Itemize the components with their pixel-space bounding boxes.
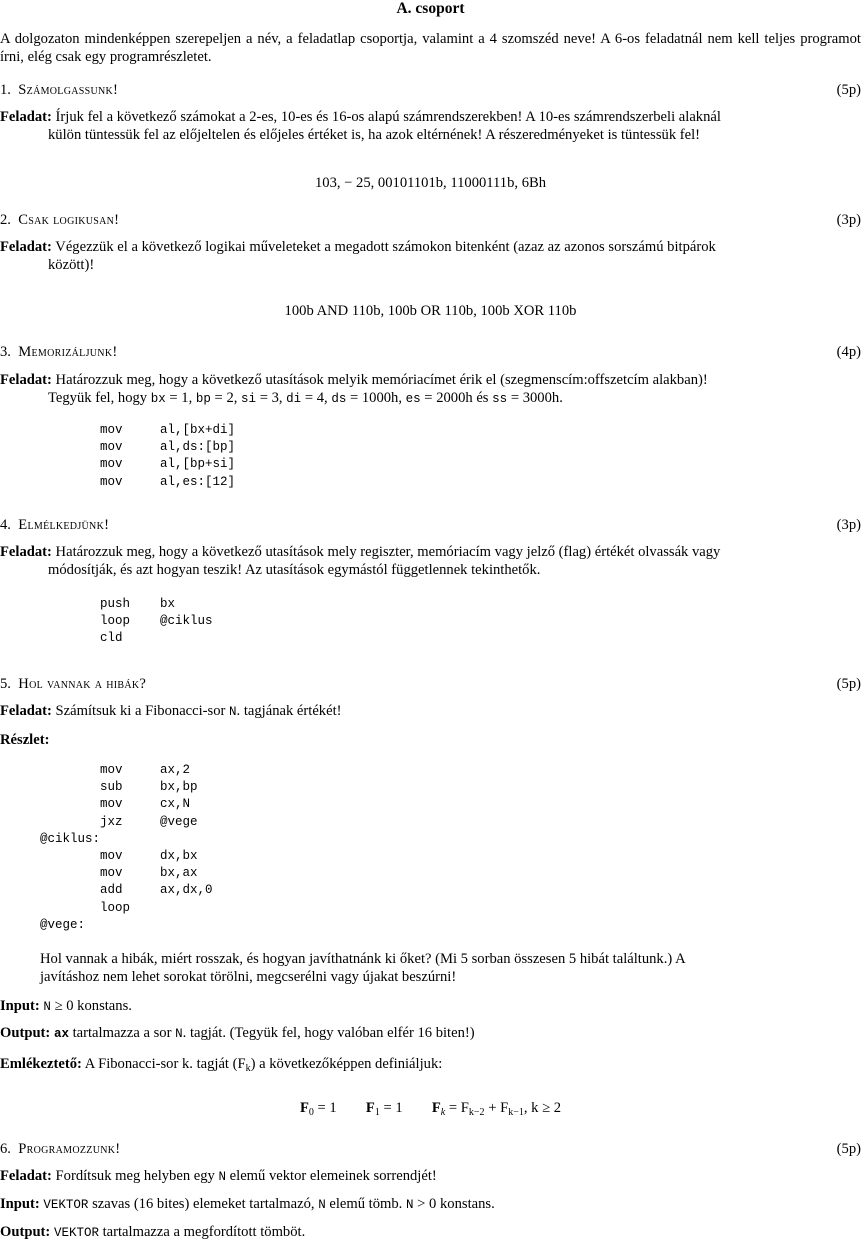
operand: al,[bp+si] — [160, 457, 236, 472]
section-5-header — [0, 675, 861, 693]
opcode: sub — [100, 780, 123, 795]
register: es — [405, 392, 421, 406]
section-5-task — [0, 702, 861, 721]
section-4-header — [0, 516, 861, 534]
task-label: Feladat: — [0, 703, 52, 719]
code-line — [0, 882, 861, 899]
section-number: 5. — [0, 676, 11, 692]
register: ax — [53, 1027, 69, 1041]
task-label: Feladat: — [0, 544, 52, 560]
operand: cx,N — [160, 797, 191, 812]
register-value: 1 — [181, 390, 189, 406]
register: bp — [195, 392, 211, 406]
input-text: szavas (16 bites) elemeket tartalmazó, — [92, 1196, 315, 1212]
operand: bx,bp — [160, 780, 198, 795]
task-text: Írjuk fel a következő számokat a 2-es, 10-es és 16-os alapú számrendszerekben! A 10-es számrendszerbeli alaknál — [55, 109, 721, 125]
opcode: cld — [100, 631, 123, 646]
code-line — [0, 900, 861, 917]
section-5-input — [0, 997, 132, 1016]
opcode: mov — [100, 797, 123, 812]
opcode: mov — [100, 423, 123, 437]
section-title: Számolgassunk! — [18, 82, 119, 98]
section-5-output — [0, 1024, 475, 1043]
task-label: Feladat: — [0, 372, 52, 388]
operand: al,ds:[bp] — [160, 440, 236, 455]
code-label: @ciklus: — [40, 831, 101, 846]
opcode: jxz — [100, 814, 123, 829]
task-label: Feladat: — [0, 109, 52, 125]
section-6-header — [0, 1140, 861, 1158]
task-label: Feladat: — [0, 239, 52, 255]
task-text: Fordítsuk meg helyben egy — [55, 1168, 215, 1184]
code-line — [0, 630, 861, 647]
register-value: 2000h — [436, 390, 473, 406]
opcode: mov — [100, 474, 123, 489]
section-5-reminder — [0, 1055, 442, 1073]
task-text-cont: módosítják, és azt hogyan teszik! Az utasítások egymástól függetlennek tekinthetők. — [48, 562, 541, 578]
operand: ax,dx,0 — [160, 883, 213, 898]
section-2-header — [0, 211, 861, 229]
opcode: mov — [100, 763, 123, 777]
register-value: 4 — [316, 390, 325, 406]
section-title: Csak logikusan! — [18, 212, 120, 228]
section-2-formula: 100b AND 110b, 100b OR 110b, 100b XOR 110b — [284, 303, 577, 319]
task-text: Számítsuk ki a Fibonacci-sor — [55, 703, 226, 719]
code-line — [0, 831, 861, 848]
register: di — [286, 392, 302, 406]
section-3-header — [0, 343, 861, 361]
formula-part: , k ≥ 2 — [523, 1100, 562, 1116]
register: ss — [492, 392, 508, 406]
code-line — [0, 779, 861, 796]
formula-part: + F — [488, 1100, 509, 1116]
register: bx — [150, 392, 166, 406]
section-4-code — [0, 596, 861, 648]
output-text: . tagját. (Tegyük fel, hogy valóban elfér 16 biten!) — [182, 1025, 475, 1041]
section-points: (5p) — [836, 1141, 861, 1157]
input-label: Input: — [0, 1196, 40, 1212]
code-line — [0, 439, 861, 456]
section-points: (5p) — [836, 82, 861, 98]
task-text-cont: között)! — [48, 257, 95, 273]
constant-name: N — [43, 1000, 51, 1014]
task-text: Határozzuk meg, hogy a következő utasítások melyik memóriacímet érik el (szegmenscím:offszetcím alakban)! — [55, 372, 708, 388]
output-text: tartalmazza a sor — [72, 1025, 172, 1041]
section-points: (3p) — [836, 212, 861, 228]
code-line — [0, 814, 861, 831]
snippet-label — [0, 731, 49, 749]
code-line — [0, 865, 861, 882]
opcode: mov — [100, 866, 123, 881]
section-5-code — [0, 762, 861, 934]
section-points: (4p) — [836, 344, 861, 360]
code-line — [0, 456, 861, 473]
reminder-text: A Fibonacci-sor k. tagját (F — [84, 1056, 246, 1072]
code-line — [0, 474, 861, 491]
section-1-header — [0, 81, 861, 99]
task-label: Feladat: — [0, 1168, 52, 1184]
section-number: 4. — [0, 517, 11, 533]
output-label: Output: — [0, 1025, 51, 1041]
operand: @vege — [160, 814, 198, 829]
code-line — [0, 596, 861, 613]
task-text: elemű vektor elemeinek sorrendjét! — [229, 1168, 437, 1184]
conjunction: és — [476, 390, 489, 406]
output-text: tartalmazza a megfordított tömböt. — [102, 1224, 306, 1240]
operand: bx,ax — [160, 866, 198, 881]
task-text-cont: külön tüntessük fel az előjeltelen és előjeles értéket is, ha azok eltérnének! A részeredményeket is tüntessük fel! — [48, 127, 701, 143]
question-text: Hol vannak a hibák, miért rosszak, és hogyan javíthatnánk ki őket? (Mi 5 sorban összesen 5 hibát találtunk.) A — [40, 951, 686, 967]
reminder-label: Emlékeztető: — [0, 1056, 82, 1072]
register-assignments: Tegyük fel, hogy bx = 1, bp = 2, si = 3, di = 4, ds = 1000h, es = 2000h és ss = 3000h. — [48, 390, 563, 406]
formula-part: = F — [448, 1100, 469, 1116]
opcode: push — [100, 597, 131, 611]
operand: dx,bx — [160, 848, 198, 863]
opcode: mov — [100, 457, 123, 472]
register-value: 1000h — [361, 390, 399, 406]
input-text: > 0 konstans. — [417, 1196, 495, 1212]
section-number: 1. — [0, 82, 11, 98]
input-label: Input: — [0, 998, 40, 1014]
section-title: Elmélkedjünk! — [18, 517, 110, 533]
section-3-code — [0, 422, 861, 491]
code-line — [0, 422, 861, 439]
input-text: ≥ 0 konstans. — [54, 998, 132, 1014]
task-text: Tegyük fel, hogy — [48, 390, 148, 406]
section-1-task — [0, 108, 861, 144]
intro-text: A dolgozaton mindenképpen szerepeljen a név, a feladatlap csoportja, valamint a 4 szomszéd neve! A 6-os feladatnál nem kell teljes programot írni, elég csak egy programrészletet. — [0, 31, 861, 65]
operand: @ciklus — [160, 614, 213, 629]
code-line — [0, 796, 861, 813]
code-line — [0, 762, 861, 779]
section-title: Programozzunk! — [18, 1141, 121, 1157]
opcode: mov — [100, 848, 123, 863]
section-number: 3. — [0, 344, 11, 360]
operand: bx — [160, 597, 176, 611]
section-2-task — [0, 238, 861, 274]
opcode: loop — [100, 900, 131, 915]
section-number: 6. — [0, 1141, 11, 1157]
output-label: Output: — [0, 1224, 51, 1240]
task-text: Végezzük el a következő logikai műveleteket a megadott számokon bitenként (azaz az azonos sorszámú bitpárok — [55, 239, 716, 255]
code-line — [0, 917, 861, 934]
code-line — [0, 848, 861, 865]
section-number: 2. — [0, 212, 11, 228]
section-6-input — [0, 1195, 495, 1214]
code-label: @vege: — [40, 917, 86, 932]
section-1-formula: 103, − 25, 00101101b, 11000111b, 6Bh — [314, 175, 547, 191]
register-value: 2 — [226, 390, 234, 406]
section-title: Memorizáljunk! — [18, 344, 118, 360]
page-title: A. csoport — [396, 0, 465, 17]
subscript: k — [245, 1063, 251, 1074]
section-3-task — [0, 371, 861, 408]
section-4-task — [0, 543, 861, 579]
register: si — [241, 392, 257, 406]
formula-part: = 1 — [383, 1100, 403, 1116]
operand: ax,2 — [160, 763, 191, 777]
fibonacci-formula: $F_0 = 1$ $F_1 = 1$ $F_k = F_{k-2} + F_{k-1}$, k ≥ 2 — [299, 1100, 562, 1118]
operand: al,es:[12] — [160, 474, 236, 489]
register: ds — [331, 392, 347, 406]
section-6-output — [0, 1223, 305, 1242]
section-points: (3p) — [836, 517, 861, 533]
subscript: k−1 — [508, 1107, 524, 1118]
opcode: loop — [100, 614, 131, 629]
section-title: Hol vannak a hibák? — [18, 676, 147, 692]
constant-name: N — [218, 1170, 227, 1184]
variable-name: VEKTOR — [43, 1198, 89, 1212]
task-text: Határozzuk meg, hogy a következő utasítások mely regiszter, memóriacím vagy jelző (flag) értékét olvassák vagy — [55, 544, 721, 560]
reminder-text: ) a következőképpen definiáljuk: — [250, 1056, 443, 1072]
register-value: 3000h — [522, 390, 560, 406]
input-text: elemű tömb. — [329, 1196, 403, 1212]
subscript: k−2 — [468, 1107, 485, 1118]
section-points: (5p) — [836, 676, 861, 692]
constant-name: N — [318, 1198, 326, 1212]
task-text: . tagjának értékét! — [236, 703, 342, 719]
constant-name: N — [406, 1198, 414, 1212]
opcode: add — [100, 883, 123, 898]
variable-name: VEKTOR — [53, 1226, 99, 1240]
constant-name: N — [175, 1027, 183, 1041]
register-value: 3 — [271, 390, 279, 406]
constant-name: N — [229, 705, 237, 719]
operand: al,[bx+di] — [160, 423, 236, 437]
snippet-label-text: Részlet: — [0, 732, 50, 748]
code-line — [0, 613, 861, 630]
formula-part: = 1 — [317, 1100, 337, 1116]
section-5-question — [40, 950, 861, 986]
question-text: javításhoz nem lehet sorokat törölni, megcserélni vagy újakat beszúrni! — [40, 969, 457, 985]
opcode: mov — [100, 440, 123, 455]
section-6-task — [0, 1167, 437, 1186]
